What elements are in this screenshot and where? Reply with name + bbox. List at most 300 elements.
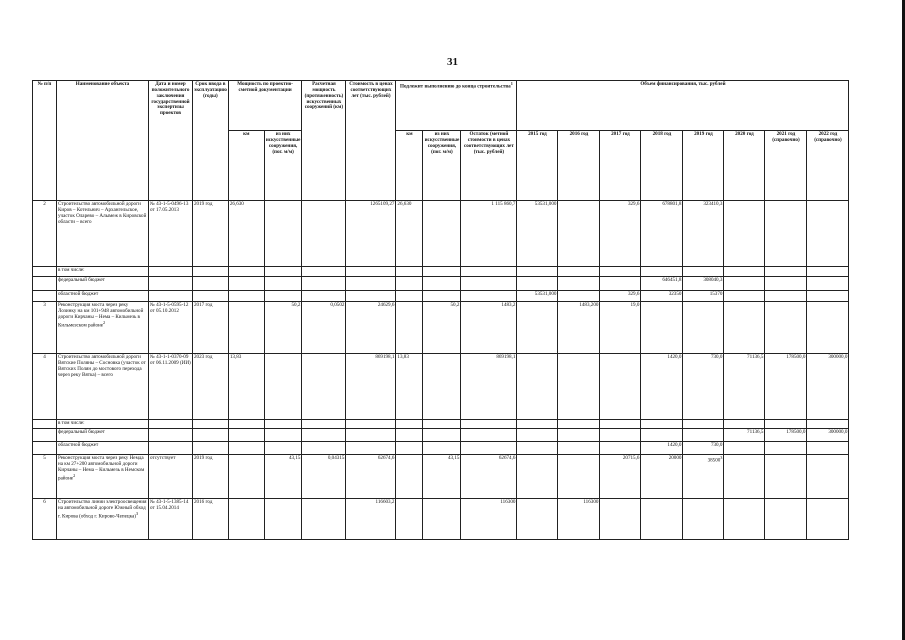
- cell-year-4: [683, 267, 724, 277]
- cell-num: [33, 277, 57, 291]
- cell-name-text: в том числе:: [58, 420, 85, 426]
- cell-date-text: № 43-1-5-0496-13 от 17.05.2013: [150, 201, 189, 213]
- cell-dkm: [396, 455, 423, 499]
- cell-art: [264, 267, 302, 277]
- cell-cost: [346, 291, 396, 302]
- cell-year-7: [807, 429, 849, 442]
- cell-date: [149, 354, 193, 420]
- cell-dart: [423, 277, 461, 291]
- cell-year-1: [558, 291, 600, 302]
- header-year-2016: 2016 год: [558, 131, 600, 201]
- cell-year-text: 323410,3: [703, 201, 723, 207]
- cell-name-text: областной бюджет: [58, 442, 99, 448]
- cell-year-text: 329,6: [627, 201, 640, 207]
- cell-year-0: [517, 420, 558, 429]
- cell-dart: [423, 291, 461, 302]
- cell-year-2: [600, 499, 641, 540]
- page-number: 31: [447, 56, 458, 68]
- cell-art: [264, 455, 302, 499]
- cell-name-text: Реконструкция моста через реку Лозинку на км 101+948 автомобильной дороги Кирчаны – Нема – Кильмезь в Кильмезском районе: [58, 302, 144, 329]
- cell-year-5: [724, 455, 765, 499]
- cell-year-0: [517, 455, 558, 499]
- cell-date: [149, 291, 193, 302]
- cell-year-7: [807, 291, 849, 302]
- cell-term: [193, 267, 229, 277]
- cell-year-1: [558, 302, 600, 354]
- cell-km: [228, 354, 264, 420]
- cell-year-text: 730,0: [710, 354, 723, 360]
- cell-remain: [461, 277, 517, 291]
- cell-year-7: [807, 455, 849, 499]
- cell-remain-text: 1483,2: [501, 302, 516, 308]
- cell-art: [264, 291, 302, 302]
- cell-dkm-text: 26,630: [397, 201, 412, 207]
- cell-remain: [461, 429, 517, 442]
- cell-term: [193, 442, 229, 455]
- cell-year-3: [641, 429, 683, 442]
- cell-name: [57, 302, 149, 354]
- header-done-text: Подлежит выполнению до конца строительства: [400, 83, 511, 90]
- cell-year-7: [807, 499, 849, 540]
- cell-year-text: 678801,8: [662, 201, 682, 207]
- header-year-2021: 2021 год (справочно): [765, 131, 807, 201]
- cell-art: [264, 499, 302, 540]
- cell-year-text: 329,6: [627, 291, 640, 297]
- cell-year-6: [765, 354, 807, 420]
- cell-num: [33, 302, 57, 354]
- cell-remain-text: 869198,1: [496, 354, 516, 360]
- header-done-km: км: [396, 131, 423, 201]
- cell-year-4: [683, 499, 724, 540]
- cell-date-text: № 43-1-1-0370-09 от 06.11.2009 (ИИ): [150, 354, 191, 366]
- cell-km: [228, 201, 264, 267]
- cell-dart-text: 43,15: [447, 455, 460, 461]
- table-row: [33, 429, 849, 442]
- cell-term: [193, 420, 229, 429]
- cell-year-0: [517, 277, 558, 291]
- cell-km: [228, 302, 264, 354]
- cell-year-0: [517, 429, 558, 442]
- cell-term: [193, 354, 229, 420]
- cell-year-text: 178500,0: [786, 429, 806, 435]
- cell-km: [228, 291, 264, 302]
- cell-calc: [302, 442, 346, 455]
- cell-term: [193, 291, 229, 302]
- cell-name: [57, 267, 149, 277]
- cell-dkm-text: 13,83: [397, 354, 409, 360]
- cell-year-7: [807, 267, 849, 277]
- cell-year-4: [683, 291, 724, 302]
- cell-year-footnote: 3: [720, 455, 723, 460]
- header-cost: Стоимость в ценах соответствующих лет (тыс. рублей): [346, 81, 396, 201]
- header-done: [396, 81, 517, 131]
- cell-year-text: 20000: [668, 455, 682, 461]
- cell-year-text: 1420,0: [667, 442, 682, 448]
- cell-year-5: [724, 420, 765, 429]
- cell-year-1: [558, 499, 600, 540]
- header-year-2017: 2017 год: [600, 131, 641, 201]
- cell-cost: [346, 277, 396, 291]
- cell-year-text: 71136,5: [747, 429, 764, 435]
- cell-name-text: Строительство автомобильной дороги Вятские Поляны – Сосновка (участок от Вятских Полян до мостового перехода через реку Вятка) – всего: [58, 354, 146, 378]
- cell-date-text: № 43-1-5-0595-12 от 05.10.2012: [150, 302, 189, 314]
- cell-name-text: в том числе:: [58, 267, 85, 273]
- cell-name: [57, 277, 149, 291]
- cell-dkm: [396, 201, 423, 267]
- table-row: [33, 499, 849, 540]
- cell-calc: [302, 429, 346, 442]
- cell-art-text: 50,2: [291, 302, 301, 308]
- header-remaining: Остаток (метной стоимости в ценах соответствующих лет (тыс. рублей): [461, 131, 517, 201]
- cell-year-5: [724, 442, 765, 455]
- cell-year-6: [765, 267, 807, 277]
- cell-year-1: [558, 442, 600, 455]
- cell-year-7: [807, 420, 849, 429]
- header-term: Срок ввода в эксплуатацию (годы): [193, 81, 229, 201]
- cell-year-4: [683, 442, 724, 455]
- cell-dkm: [396, 499, 423, 540]
- cell-year-3: [641, 267, 683, 277]
- table-row: [33, 455, 849, 499]
- cell-num: [33, 354, 57, 420]
- cell-date-text: № 43-1-5-1385-14 от 15.04.2014: [150, 499, 189, 511]
- cell-num-text: 5: [43, 455, 46, 461]
- cell-year-0: [517, 354, 558, 420]
- cell-cost: [346, 420, 396, 429]
- cell-year-0: [517, 302, 558, 354]
- cell-year-text: 53531,000: [534, 201, 557, 207]
- cell-name: [57, 354, 149, 420]
- cell-year-7: [807, 442, 849, 455]
- cell-name-text: Реконструкция моста через реку Немда на км 27+200 автомобильной дороги Кирчаны – Нема – Кильмезь в Немском районе: [58, 455, 145, 482]
- cell-year-2: [600, 302, 641, 354]
- cell-dart: [423, 420, 461, 429]
- cell-term-text: 2023 год: [194, 354, 213, 360]
- cell-name: [57, 420, 149, 429]
- cell-year-text: 178500,0: [786, 354, 806, 360]
- cell-name: [57, 201, 149, 267]
- cell-year-text: 300000,0: [828, 354, 848, 360]
- cell-year-3: [641, 420, 683, 429]
- cell-name-text: Строительство линии электроосвещения на автомобильной дороге Южный обход г. Кирова (обход г. Кирово-Чепецка): [58, 499, 147, 520]
- cell-dart-text: 50,2: [450, 302, 460, 308]
- cell-year-text: 38500: [707, 457, 721, 464]
- cell-name: [57, 499, 149, 540]
- cell-dkm: [396, 267, 423, 277]
- cell-km-text: 13,83: [229, 354, 242, 360]
- cell-art: [264, 354, 302, 420]
- cell-cost: [346, 201, 396, 267]
- cell-year-text: 15370: [709, 291, 723, 297]
- cell-year-7: [807, 201, 849, 267]
- cell-year-6: [765, 429, 807, 442]
- header-incl-art: из них искусственные сооружения, (пог. м/м): [264, 131, 302, 201]
- cell-year-2: [600, 455, 641, 499]
- header-year-2015: 2015 год: [517, 131, 558, 201]
- cell-dkm: [396, 420, 423, 429]
- cell-km: [228, 277, 264, 291]
- cell-km: [228, 499, 264, 540]
- cell-year-4: [683, 455, 724, 499]
- cell-cost: [346, 442, 396, 455]
- table-row: [33, 201, 849, 267]
- cell-remain: [461, 455, 517, 499]
- header-year-2018: 2018 год: [641, 131, 683, 201]
- cell-year-text: 300000,0: [828, 429, 848, 435]
- cell-remain: [461, 442, 517, 455]
- cell-year-4: [683, 201, 724, 267]
- cell-date: [149, 302, 193, 354]
- cell-year-5: [724, 302, 765, 354]
- cell-cost-text: 1265109,27: [370, 201, 395, 207]
- header-done-art: из них искусственные сооружения, (пог. м/м): [423, 131, 461, 201]
- cell-year-2: [600, 291, 641, 302]
- cell-cost-text: 869198,1: [375, 354, 395, 360]
- cell-term-text: 2019 год: [194, 201, 213, 207]
- cell-year-6: [765, 455, 807, 499]
- cell-name-text: Строительство автомобильной дороги Киров – Котельнич – Архангельское, участок Оларево – Алымеж в Кировской области – всего: [58, 201, 147, 225]
- cell-cost-text: 116603,2: [375, 499, 395, 505]
- cell-year-5: [724, 429, 765, 442]
- cell-date: [149, 420, 193, 429]
- cell-term: [193, 277, 229, 291]
- cell-year-5: [724, 201, 765, 267]
- cell-year-2: [600, 442, 641, 455]
- cell-year-6: [765, 277, 807, 291]
- cell-num-text: 3: [43, 302, 46, 308]
- cell-date: [149, 442, 193, 455]
- cell-year-text: 1420,0: [667, 354, 682, 360]
- cell-num: [33, 429, 57, 442]
- cell-year-3: [641, 201, 683, 267]
- cell-remain: [461, 499, 517, 540]
- cell-km: [228, 442, 264, 455]
- cell-year-text: 646451,8: [662, 277, 682, 283]
- cell-dkm: [396, 442, 423, 455]
- cell-num: [33, 201, 57, 267]
- cell-art: [264, 302, 302, 354]
- cell-year-4: [683, 354, 724, 420]
- table-row: [33, 420, 849, 429]
- cell-dart: [423, 499, 461, 540]
- cell-dkm: [396, 277, 423, 291]
- cell-num-text: 2: [43, 201, 46, 207]
- cell-remain: [461, 354, 517, 420]
- cell-year-3: [641, 354, 683, 420]
- cell-year-2: [600, 277, 641, 291]
- cell-date-text: отсутствует: [150, 455, 176, 461]
- cell-art: [264, 420, 302, 429]
- cell-calc: [302, 420, 346, 429]
- cell-name: [57, 291, 149, 302]
- header-capacity: Мощность по проектно-сметной документации: [228, 81, 302, 131]
- cell-year-3: [641, 442, 683, 455]
- cell-year-3: [641, 499, 683, 540]
- cell-num: [33, 420, 57, 429]
- cell-year-1: [558, 455, 600, 499]
- header-row-1: [33, 81, 849, 131]
- cell-num-text: 4: [43, 354, 46, 360]
- table-row: [33, 302, 849, 354]
- cell-date: [149, 429, 193, 442]
- cell-calc: [302, 354, 346, 420]
- cell-year-6: [765, 302, 807, 354]
- header-km: км: [228, 131, 264, 201]
- table-row: [33, 267, 849, 277]
- header-year-2022: 2022 год (справочно): [807, 131, 849, 201]
- header-date: Дата и номер положительного заключения государственной экспертизы проектов: [149, 81, 193, 201]
- cell-name: [57, 442, 149, 455]
- cell-art: [264, 429, 302, 442]
- cell-term: [193, 499, 229, 540]
- cell-name: [57, 429, 149, 442]
- cell-year-0: [517, 442, 558, 455]
- cell-remain-text: 1 115 860,7: [491, 201, 516, 207]
- cell-year-3: [641, 277, 683, 291]
- cell-dkm: [396, 429, 423, 442]
- cell-calc: [302, 267, 346, 277]
- cell-year-2: [600, 429, 641, 442]
- cell-term: [193, 201, 229, 267]
- cell-km: [228, 429, 264, 442]
- header-calc-capacity: Расчетная мощность (протяженность) искусственных сооружений (км): [302, 81, 346, 201]
- cell-art: [264, 201, 302, 267]
- cell-year-5: [724, 354, 765, 420]
- cell-year-4: [683, 302, 724, 354]
- cell-dart: [423, 267, 461, 277]
- table-row: [33, 277, 849, 291]
- header-year-2020: 2020 год: [724, 131, 765, 201]
- cell-km: [228, 420, 264, 429]
- cell-calc-text: 0,0502: [330, 302, 345, 308]
- cell-calc: [302, 455, 346, 499]
- cell-dkm: [396, 291, 423, 302]
- cell-year-1: [558, 420, 600, 429]
- cell-dart: [423, 442, 461, 455]
- cell-year-1: [558, 429, 600, 442]
- cell-dart: [423, 455, 461, 499]
- cell-year-6: [765, 499, 807, 540]
- cell-date: [149, 277, 193, 291]
- cell-date: [149, 201, 193, 267]
- cell-year-3: [641, 455, 683, 499]
- cell-remain: [461, 267, 517, 277]
- cell-calc: [302, 499, 346, 540]
- cell-num: [33, 267, 57, 277]
- cell-year-text: 308040,3: [703, 277, 723, 283]
- cell-cost-text: 24629,6: [377, 302, 395, 308]
- cell-year-4: [683, 420, 724, 429]
- cell-term: [193, 455, 229, 499]
- header-year-2019: 2019 год: [683, 131, 724, 201]
- cell-cost: [346, 267, 396, 277]
- cell-year-6: [765, 201, 807, 267]
- cell-calc: [302, 291, 346, 302]
- financing-table: [32, 80, 849, 540]
- cell-km: [228, 267, 264, 277]
- cell-year-text: 53531,000: [534, 291, 557, 297]
- cell-name-footnote: 3: [135, 510, 139, 516]
- cell-cost: [346, 354, 396, 420]
- cell-remain: [461, 201, 517, 267]
- cell-year-7: [807, 354, 849, 420]
- cell-year-0: [517, 499, 558, 540]
- cell-term: [193, 302, 229, 354]
- cell-cost: [346, 429, 396, 442]
- cell-year-1: [558, 277, 600, 291]
- cell-year-text: 71136,5: [747, 354, 764, 360]
- cell-year-0: [517, 201, 558, 267]
- cell-year-6: [765, 442, 807, 455]
- cell-year-1: [558, 354, 600, 420]
- cell-dart: [423, 302, 461, 354]
- cell-year-text: 116300: [583, 499, 599, 505]
- cell-term: [193, 429, 229, 442]
- cell-dart: [423, 429, 461, 442]
- cell-date: [149, 499, 193, 540]
- cell-year-4: [683, 429, 724, 442]
- cell-name-footnote: 2: [73, 472, 76, 478]
- cell-dart: [423, 354, 461, 420]
- cell-name-text: федеральный бюджет: [58, 277, 105, 283]
- cell-num: [33, 291, 57, 302]
- cell-year-1: [558, 267, 600, 277]
- cell-year-0: [517, 291, 558, 302]
- cell-date: [149, 455, 193, 499]
- cell-calc-text: 0,04315: [327, 455, 345, 461]
- cell-year-6: [765, 420, 807, 429]
- table-row: [33, 354, 849, 420]
- cell-art: [264, 277, 302, 291]
- cell-art-text: 43,15: [288, 455, 301, 461]
- cell-year-text: 19,0: [630, 302, 640, 308]
- table-row: [33, 291, 849, 302]
- cell-year-2: [600, 201, 641, 267]
- cell-year-7: [807, 277, 849, 291]
- cell-year-2: [600, 267, 641, 277]
- cell-calc: [302, 201, 346, 267]
- header-num: № п/п: [33, 81, 57, 201]
- cell-name-text: федеральный бюджет: [58, 429, 105, 435]
- cell-cost-text: 62674,6: [377, 455, 395, 461]
- cell-num: [33, 442, 57, 455]
- cell-remain: [461, 302, 517, 354]
- cell-calc: [302, 277, 346, 291]
- cell-dart: [423, 201, 461, 267]
- cell-year-3: [641, 291, 683, 302]
- header-done-sup: 1: [510, 81, 513, 86]
- cell-dkm: [396, 302, 423, 354]
- cell-name-footnote: 2: [103, 319, 106, 325]
- cell-name-text: областной бюджет: [58, 291, 99, 297]
- cell-term-text: 2016 год: [194, 499, 213, 505]
- cell-year-5: [724, 499, 765, 540]
- cell-art: [264, 442, 302, 455]
- cell-remain-text: 62674,6: [498, 455, 516, 461]
- cell-remain: [461, 420, 517, 429]
- cell-remain-text: 116300: [500, 499, 516, 505]
- cell-cost: [346, 302, 396, 354]
- table-row: [33, 442, 849, 455]
- cell-dkm: [396, 354, 423, 420]
- cell-year-text: 32350: [668, 291, 682, 297]
- cell-year-6: [765, 291, 807, 302]
- header-funding: Объем финансирования, тыс. рублей: [517, 81, 849, 131]
- cell-year-2: [600, 420, 641, 429]
- cell-year-text: 730,0: [710, 442, 723, 448]
- cell-cost: [346, 455, 396, 499]
- cell-num: [33, 499, 57, 540]
